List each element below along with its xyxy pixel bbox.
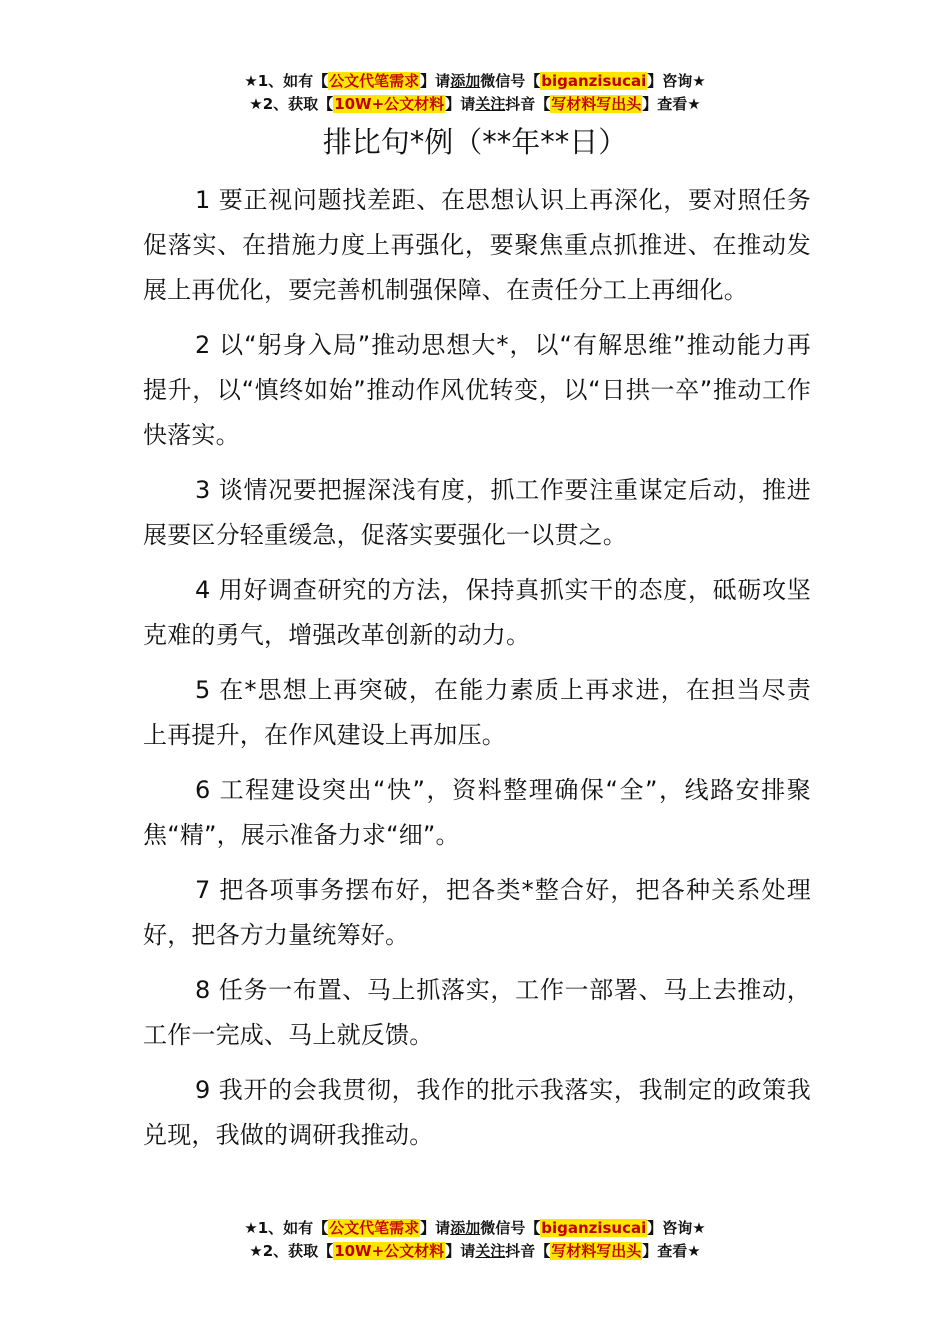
- highlight-ghostwriting: 公文代笔需求: [329, 72, 420, 90]
- page-title: 排比句*例（**年**日）: [322, 125, 628, 159]
- paragraph-1: 1 要正视问题找差距、在思想认识上再深化，要对照任务促落实、在措施力度上再强化，要聚焦重点抓推进、在推动发展上再优化，要完善机制强保障、在责任分工上再细化。: [143, 186, 811, 304]
- banner-line-2: [0, 1240, 950, 1263]
- banner-text: ★2、获取【: [249, 95, 334, 113]
- paragraph-7: 7 把各项事务摆布好，把各类*整合好，把各种关系处理好，把各方力量统筹好。: [143, 876, 811, 949]
- highlight-douyin-account: 写材料写出头: [551, 1242, 642, 1260]
- banner-text: ★1、如有【: [244, 72, 329, 90]
- paragraph-6: 6 工程建设突出“快”，资料整理确保“全”，线路安排聚焦“精”，展示准备力求“细”。: [143, 776, 811, 849]
- footer-banner: [0, 1217, 950, 1263]
- paragraph-9: 9 我开的会我贯彻，我作的批示我落实，我制定的政策我兑现，我做的调研我推动。: [143, 1076, 811, 1149]
- paragraph-8: 8 任务一布置、马上抓落实，工作一部署、马上去推动，工作一完成、马上就反馈。: [143, 976, 811, 1049]
- underlined-add: 添加: [450, 1219, 481, 1237]
- banner-text: ★2、获取【: [249, 1242, 334, 1260]
- banner-text: 】查看★: [642, 1242, 701, 1260]
- banner-text: 】请: [420, 1219, 451, 1237]
- banner-text: 】查看★: [642, 95, 701, 113]
- banner-text: 抖音【: [505, 95, 551, 113]
- paragraph-2: 2 以“躬身入局”推动思想大*，以“有解思维”推动能力再提升，以“慎终如始”推动作风优转变，以“日拱一卒”推动工作快落实。: [143, 331, 811, 449]
- paragraph-3: 3 谈情况要把握深浅有度，抓工作要注重谋定后动，推进展要区分轻重缓急，促落实要强化一以贯之。: [143, 476, 811, 549]
- document-body: [143, 178, 811, 1168]
- paragraph-4: 4 用好调查研究的方法，保持真抓实干的态度，砥砺攻坚克难的勇气，增强改革创新的动力。: [143, 576, 811, 649]
- banner-line-1: [0, 70, 950, 93]
- banner-line-1: [0, 1217, 950, 1240]
- banner-text: 】请: [445, 95, 476, 113]
- banner-text: 】咨询★: [647, 72, 706, 90]
- banner-text: 微信号【: [480, 1219, 541, 1237]
- header-banner: [0, 70, 950, 116]
- banner-text: 】请: [420, 72, 451, 90]
- underlined-add: 添加: [450, 72, 481, 90]
- highlight-ghostwriting: 公文代笔需求: [329, 1219, 420, 1237]
- banner-line-2: [0, 93, 950, 116]
- highlight-materials: 10W+公文材料: [334, 1242, 445, 1260]
- banner-text: ★1、如有【: [244, 1219, 329, 1237]
- highlight-wechat-id: biganzisucai: [541, 72, 647, 90]
- highlight-materials: 10W+公文材料: [334, 95, 445, 113]
- highlight-wechat-id: biganzisucai: [541, 1219, 647, 1237]
- banner-text: 抖音【: [505, 1242, 551, 1260]
- underlined-follow: 关注: [475, 95, 506, 113]
- banner-text: 】咨询★: [647, 1219, 706, 1237]
- highlight-douyin-account: 写材料写出头: [551, 95, 642, 113]
- banner-text: 微信号【: [480, 72, 541, 90]
- paragraph-5: 5 在*思想上再突破，在能力素质上再求进，在担当尽责上再提升，在作风建设上再加压。: [143, 676, 811, 749]
- underlined-follow: 关注: [475, 1242, 506, 1260]
- banner-text: 】请: [445, 1242, 476, 1260]
